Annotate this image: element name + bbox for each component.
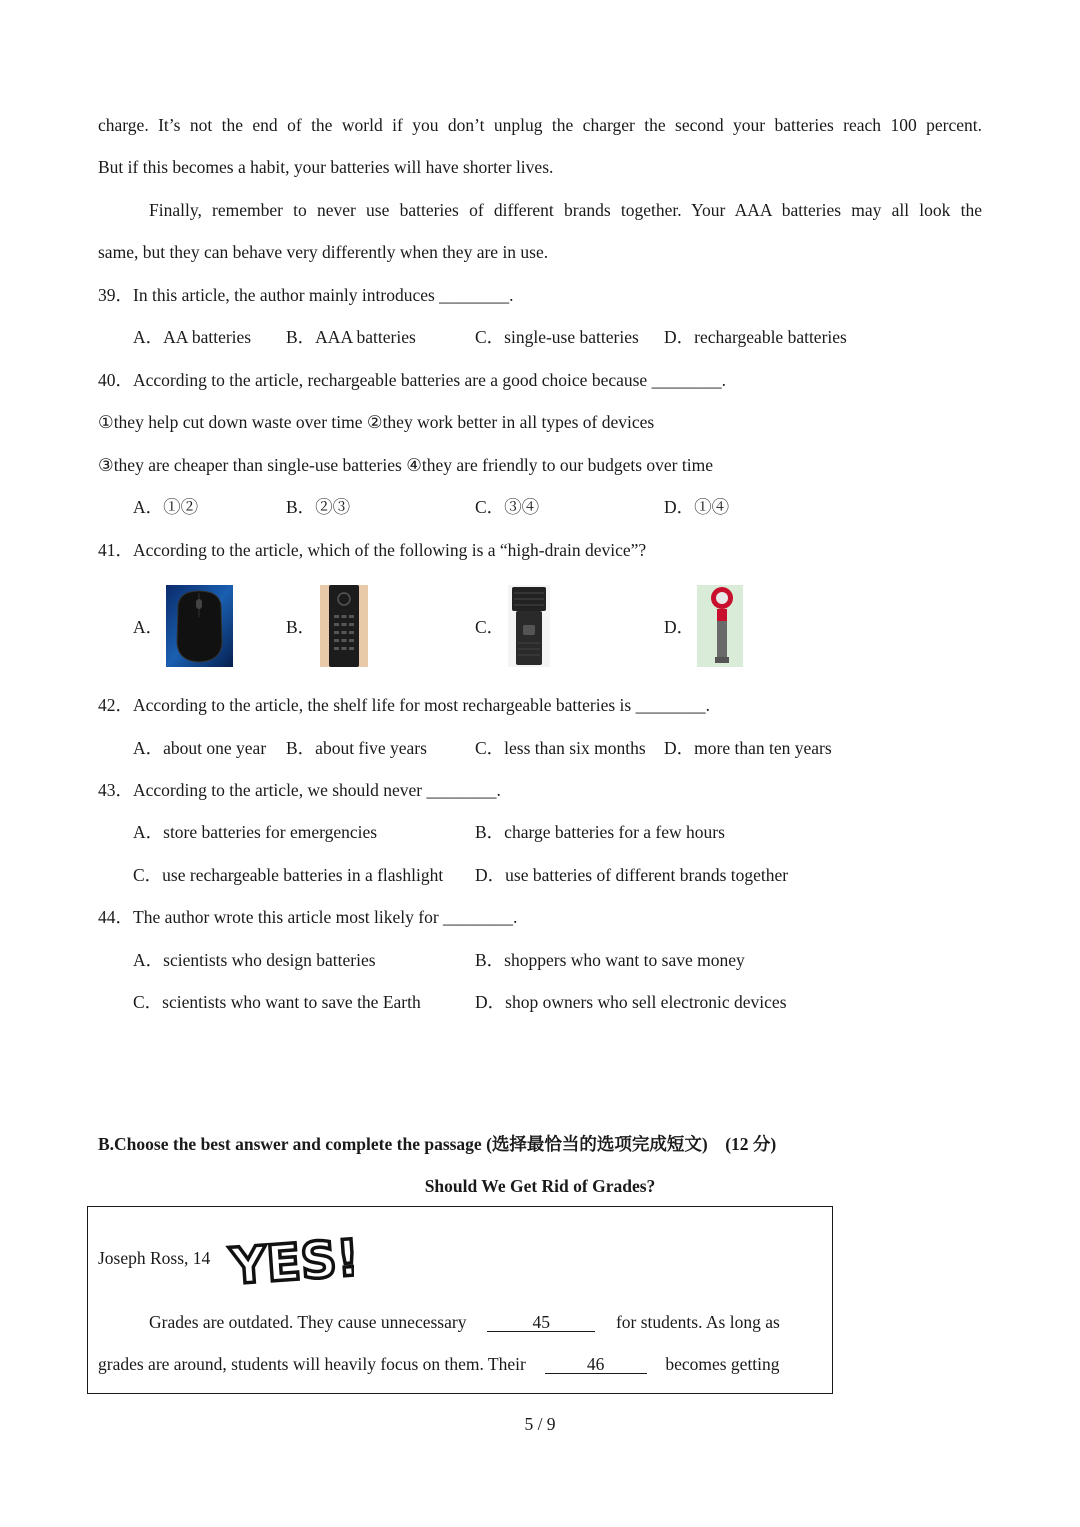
passage-b-line1: [149, 1310, 821, 1334]
q44-option-d: D．shop owners who sell electronic devices: [475, 992, 787, 1012]
q42-option-d: D．more than ten years: [664, 738, 832, 758]
q43-option-b: B．charge batteries for a few hours: [475, 822, 725, 842]
passage-line: same, but they can behave very differently when they are in use.: [98, 242, 549, 262]
q44-option-c: C．scientists who want to save the Earth: [133, 992, 421, 1012]
computer-mouse-image: [166, 585, 233, 667]
passage-text: Grades are outdated. They cause unnecessary: [149, 1312, 467, 1332]
question-44-stem: 44．The author wrote this article most likely for ________.: [98, 907, 518, 927]
q39-option-a: A．AA batteries: [133, 327, 252, 347]
q41-option-c: C．: [475, 617, 505, 637]
passage-text: for students. As long as: [615, 1312, 780, 1332]
q39-option-c: C．single-use batteries: [475, 327, 639, 347]
q43-option-a: A．store batteries for emergencies: [133, 822, 378, 842]
hair-dryer-image: [697, 585, 743, 667]
q40-option-a: A．①②: [133, 497, 199, 517]
flashlight-image: [508, 585, 550, 667]
q39-option-b: B．AAA batteries: [286, 327, 416, 347]
q40-option-b: B．②③: [286, 497, 351, 517]
passage-text: grades are around, students will heavily focus on them. Their: [98, 1354, 526, 1374]
q43-option-d: D．use batteries of different brands together: [475, 865, 789, 885]
q42-option-a: A．about one year: [133, 738, 267, 758]
answer-blank-45: 45: [487, 1313, 595, 1332]
q42-option-b: B．about five years: [286, 738, 427, 758]
q40-option-d: D．①④: [664, 497, 730, 517]
q41-option-a: A．: [133, 617, 164, 637]
q41-option-d: D．: [664, 617, 695, 637]
q41-option-b: B．: [286, 617, 316, 637]
passage-line: Finally, remember to never use batteries of different brands together. Your AAA batteries may all look the: [149, 200, 982, 220]
q43-option-c: C．use rechargeable batteries in a flashlight: [133, 865, 444, 885]
answer-blank-46: 46: [545, 1355, 647, 1374]
question-42-stem: 42．According to the article, the shelf life for most rechargeable batteries is ________.: [98, 695, 710, 715]
q40-statements: ①they help cut down waste over time ②they work better in all types of devices: [98, 412, 655, 432]
page-number: 5 / 9: [524, 1414, 556, 1434]
yes-logo-image: [224, 1226, 354, 1290]
q40-option-c: C．③④: [475, 497, 540, 517]
yes-logo-text: YES!: [228, 1228, 354, 1290]
q44-option-a: A．scientists who design batteries: [133, 950, 376, 970]
speaker-name: Joseph Ross, 14: [98, 1248, 211, 1268]
passage-title: Should We Get Rid of Grades?: [424, 1176, 656, 1196]
q44-option-b: B．shoppers who want to save money: [475, 950, 745, 970]
question-41-stem: 41．According to the article, which of the following is a “high-drain device”?: [98, 540, 647, 560]
passage-b-line2: [98, 1352, 821, 1376]
passage-line: charge. It’s not the end of the world if you don’t unplug the charger the second your batteries reach 100 percent.: [98, 115, 982, 135]
q42-option-c: C．less than six months: [475, 738, 646, 758]
question-43-stem: 43．According to the article, we should never ________.: [98, 780, 501, 800]
q39-option-d: D．rechargeable batteries: [664, 327, 847, 347]
q40-statements: ③they are cheaper than single-use batteries ④they are friendly to our budgets over time: [98, 455, 713, 475]
question-39-stem: 39．In this article, the author mainly introduces ________.: [98, 285, 514, 305]
question-40-stem: 40．According to the article, rechargeable batteries are a good choice because ________.: [98, 370, 726, 390]
remote-control-image: [320, 585, 368, 667]
passage-line: But if this becomes a habit, your batteries will have shorter lives.: [98, 157, 554, 177]
passage-text: becomes getting: [665, 1354, 780, 1374]
section-b-heading: B.Choose the best answer and complete the passage (选择最恰当的选项完成短文) (12 分): [98, 1134, 777, 1154]
